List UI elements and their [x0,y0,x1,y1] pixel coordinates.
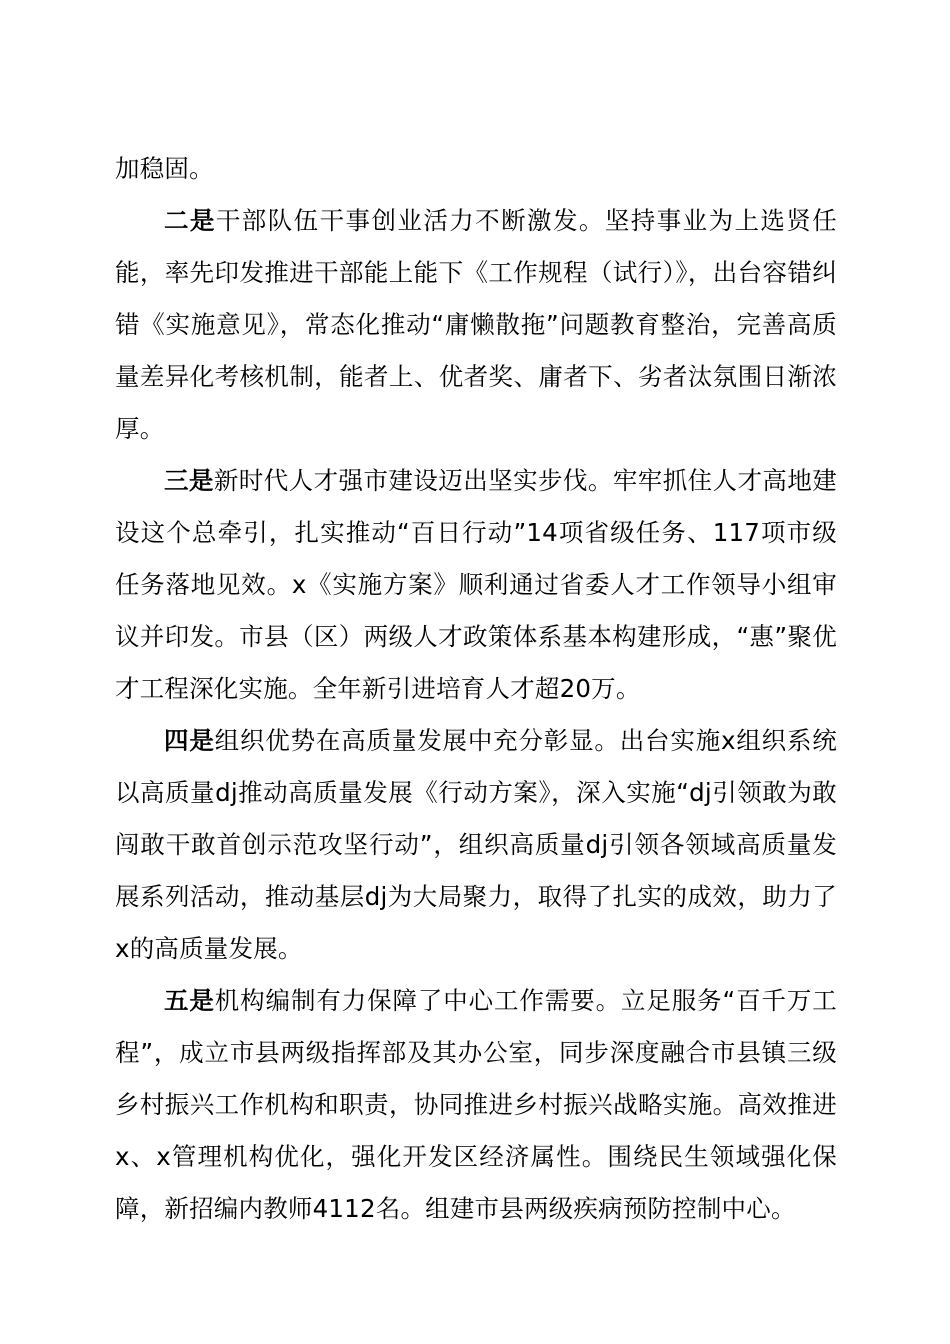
paragraph-text: 干部队伍干事创业活力不断激发。坚持事业为上选贤任能，率先印发推进干部能上能下《工作规程（试行）》，出台容错纠错《实施意见》，常态化推动“庸懒散拖”问题教育整治，完善高质量差异化考核机制，能者上、优者奖、庸者下、劣者汰氛围日渐浓厚。 [115,206,837,443]
paragraph-text: 新时代人才强市建设迈出坚实步伐。牢牢抓住人才高地建设这个总牵引，扎实推动“百日行动”14项省级任务、117项市级任务落地见效。x《实施方案》顺利通过省委人才工作领导小组审议并印发。市县（区）两级人才政策体系基本构建形成，“惠”聚优才工程深化实施。全年新引进培育人才超20万。 [115,466,837,703]
paragraph-lead: 五是 [164,986,215,1015]
paragraph-text: 机构编制有力保障了中心工作需要。立足服务“百千万工程”，成立市县两级指挥部及其办公室，同步深度融合市县镇三级乡村振兴工作机构和职责，协同推进乡村振兴战略实施。高效推进x、x管理机构优化，强化开发区经济属性。围绕民生领域强化保障，新招编内教师4112名。组建市县两级疾病预防控制中心。 [115,986,837,1223]
paragraph-lead: 二是 [164,206,216,235]
paragraph-lead: 四是 [164,726,215,755]
paragraph-talent [115,455,837,715]
paragraph-organization [115,715,837,975]
paragraph-institutions [115,975,837,1235]
paragraph-text: 组织优势在高质量发展中充分彰显。出台实施x组织系统以高质量dj推动高质量发展《行动方案》，深入实施“dj引领敢为敢闯敢干敢首创示范攻坚行动”，组织高质量dj引领各领域高质量发展系列活动，推动基层dj为大局聚力，取得了扎实的成效，助力了x的高质量发展。 [115,726,837,963]
document-body [115,143,837,1235]
paragraph-text: 加稳固。 [115,154,214,183]
paragraph-continuation [115,143,837,195]
paragraph-lead: 三是 [164,466,214,495]
paragraph-cadre-team [115,195,837,455]
